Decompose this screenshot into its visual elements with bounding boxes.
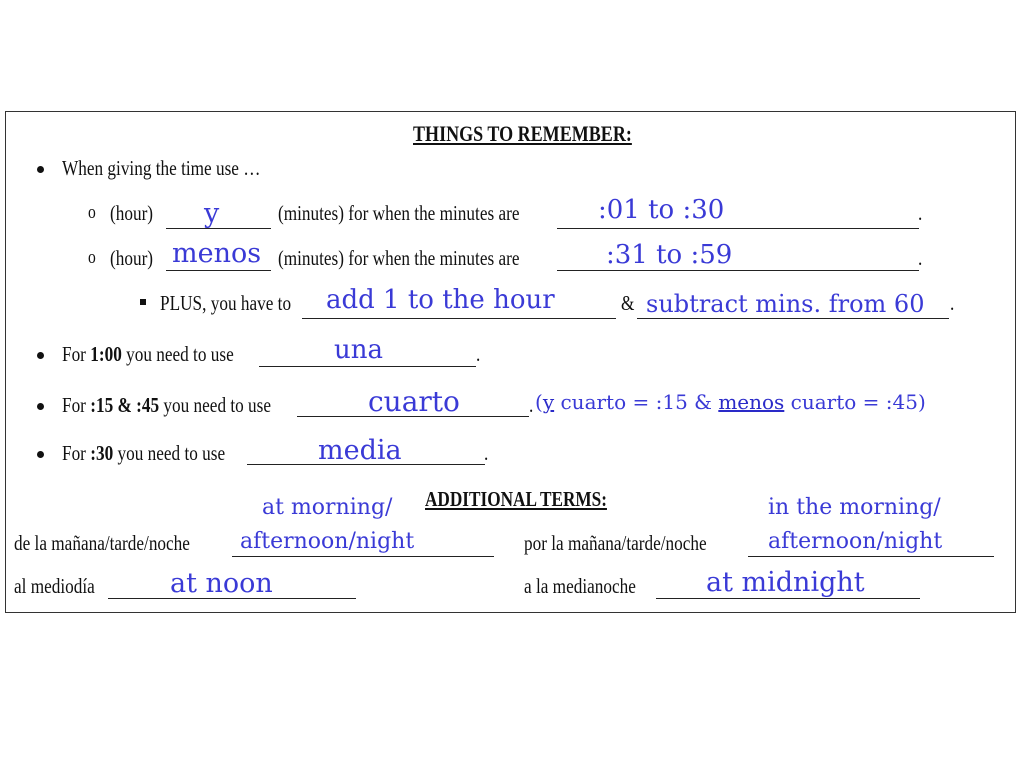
rule1-end: . <box>918 201 923 225</box>
por-answer-top: in the morning/ <box>768 495 941 520</box>
half-bold: :30 <box>90 441 114 465</box>
one-pre: For <box>62 342 91 366</box>
rule1-hour: (hour) <box>110 201 154 225</box>
additional-title: ADDITIONAL TERMS: <box>425 487 607 511</box>
rule1-answer2: :01 to :30 <box>598 195 725 225</box>
page-title: THINGS TO REMEMBER: <box>413 121 632 146</box>
plus-answer2: subtract mins. from 60 <box>646 290 925 318</box>
por-answer: afternoon/night <box>768 529 943 554</box>
de-label: de la mañana/tarde/noche <box>14 531 190 555</box>
bullet <box>37 451 44 458</box>
quarter-note-menos: menos <box>718 390 785 414</box>
plus-blank2 <box>637 318 949 319</box>
quarter-note-open: ( <box>535 390 543 414</box>
quarter-bold: :15 & :45 <box>90 393 160 417</box>
half-answer: media <box>318 435 402 466</box>
rule2-mid: (minutes) for when the minutes are <box>278 246 520 270</box>
one-end: . <box>476 342 481 366</box>
bullet <box>37 166 44 173</box>
quarter-answer: cuarto <box>368 385 460 418</box>
one-bold: 1:00 <box>90 342 122 366</box>
one-answer: una <box>334 335 383 365</box>
quarter-note <box>535 392 926 412</box>
rule2-blank <box>166 270 271 271</box>
de-blank <box>232 556 494 557</box>
quarter-note-end: cuarto = :45) <box>784 390 926 414</box>
plus-text: PLUS, you have to <box>160 291 292 315</box>
plus-end: . <box>950 291 955 315</box>
rule1-answer: y <box>204 198 220 229</box>
bullet <box>37 352 44 359</box>
one-blank <box>259 366 476 367</box>
quarter-pre: For <box>62 393 91 417</box>
rule2-answer2: :31 to :59 <box>606 240 733 270</box>
rule2-end: . <box>918 246 923 270</box>
mediodia-answer: at noon <box>170 568 273 599</box>
rule2-answer: menos <box>172 238 262 269</box>
rule2-blank2 <box>557 270 919 271</box>
rule1-mid: (minutes) for when the minutes are <box>278 201 520 225</box>
quarter-end: . <box>529 393 534 417</box>
de-answer-top: at morning/ <box>262 495 393 520</box>
medianoche-label: a la medianoche <box>524 574 636 598</box>
quarter-post: you need to use <box>159 393 272 417</box>
quarter-note-mid: cuarto = :15 & <box>554 390 719 414</box>
plus-answer: add 1 to the hour <box>326 285 555 315</box>
half-post: you need to use <box>113 441 226 465</box>
rule1-blank2 <box>557 228 919 229</box>
intro-text: When giving the time use … <box>62 156 261 180</box>
one-post: you need to use <box>121 342 234 366</box>
half-end: . <box>484 441 489 465</box>
mediodia-label: al mediodía <box>14 574 95 598</box>
rule2-hour: (hour) <box>110 246 154 270</box>
rule1-marker: o <box>88 202 96 223</box>
medianoche-answer: at midnight <box>706 567 865 598</box>
one-label <box>62 344 234 365</box>
half-pre: For <box>62 441 91 465</box>
half-label <box>62 443 225 464</box>
plus-blank <box>302 318 616 319</box>
de-answer: afternoon/night <box>240 529 415 554</box>
plus-amp: & <box>621 291 635 315</box>
square-bullet <box>140 299 146 305</box>
quarter-note-y: y <box>542 390 555 414</box>
por-label: por la mañana/tarde/noche <box>524 531 707 555</box>
por-blank <box>748 556 994 557</box>
bullet <box>37 403 44 410</box>
quarter-label <box>62 395 271 416</box>
rule2-marker: o <box>88 247 96 268</box>
medianoche-blank <box>656 598 920 599</box>
